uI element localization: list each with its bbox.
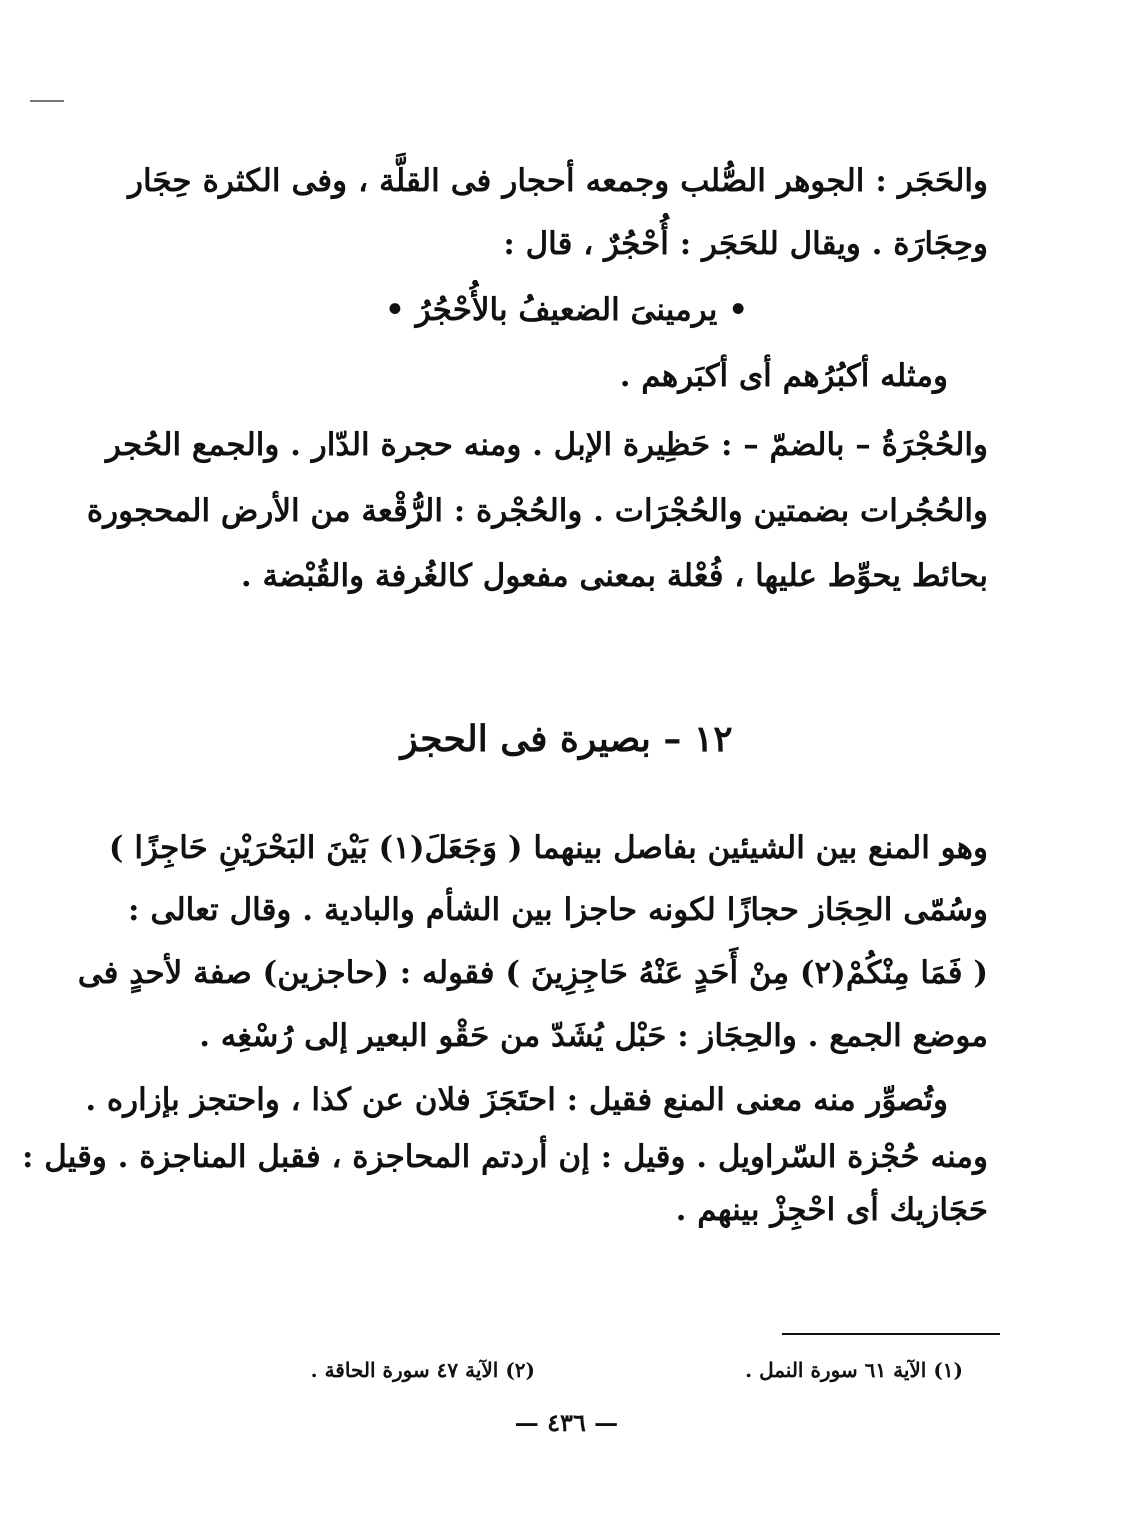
text-line-12: ومنه حُجْزة السّراويل . وقيل : إن أردتم المحاجزة ، فقبل المناجزة . وقيل : (22, 1139, 988, 1175)
text-line-1: والحَجَر : الجوهر الصُّلب وجمعه أحجار فى القلَّة ، وفى الكثرة حِجَار (128, 163, 988, 199)
scan-edge-mark (30, 100, 64, 102)
text-line-5: والحُجُرات بضمتين والحُجْرَات . والحُجْرة : الرُّقْعة من الأرض المحجورة (86, 493, 988, 529)
text-line-6: بحائط يحوِّط عليها ، فُعْلة بمعنى مفعول كالغُرفة والقُبْضة . (240, 558, 988, 594)
footnote-rule (782, 1333, 1000, 1335)
verse-line: • يرمينىَ الضعيفُ بالأُحْجُرُ • (384, 292, 749, 328)
page-number: — ٤٣٦ — (514, 1408, 619, 1437)
text-line-11: وتُصوِّر منه معنى المنع فقيل : احتَجَزَ فلان عن كذا ، واحتجز بإزاره . (85, 1082, 948, 1118)
text-line-9: ( فَمَا مِنْكُمْ(٢) مِنْ أَحَدٍ عَنْهُ حَاجِزِينَ ) فقوله : (حاجزين) صفة لأحدٍ فى (77, 955, 988, 991)
text-line-13: حَجَازيك أى احْجِزْ بينهم . (675, 1192, 988, 1228)
text-line-10: موضع الجمع . والحِجَاز : حَبْل يُشَدّ من حَقْو البعير إلى رُسْغِه . (199, 1018, 988, 1054)
text-line-3: ومثله أكبُرُهم أى أكبَرهم . (619, 358, 948, 394)
footnote-1: (١) الآية ٦١ سورة النمل . (745, 1358, 963, 1382)
footnote-2: (٢) الآية ٤٧ سورة الحاقة . (310, 1358, 535, 1382)
text-line-8: وسُمّى الحِجَاز حجازًا لكونه حاجزا بين الشأم والبادية . وقال تعالى : (128, 892, 988, 928)
text-line-2: وحِجَارَة . ويقال للحَجَر : أُحْجُرٌ ، قال : (503, 226, 988, 262)
text-line-7: وهو المنع بين الشيئين بفاصل بينهما ( وَجَعَلَ(١) بَيْنَ البَحْرَيْنِ حَاجِزًا ) (108, 830, 988, 866)
text-line-4: والحُجْرَةُ – بالضمّ – : حَظِيرة الإبل . ومنه حجرة الدّار . والجمع الحُجر (105, 427, 988, 463)
section-heading: ١٢ – بصيرة فى الحجز (400, 718, 733, 760)
